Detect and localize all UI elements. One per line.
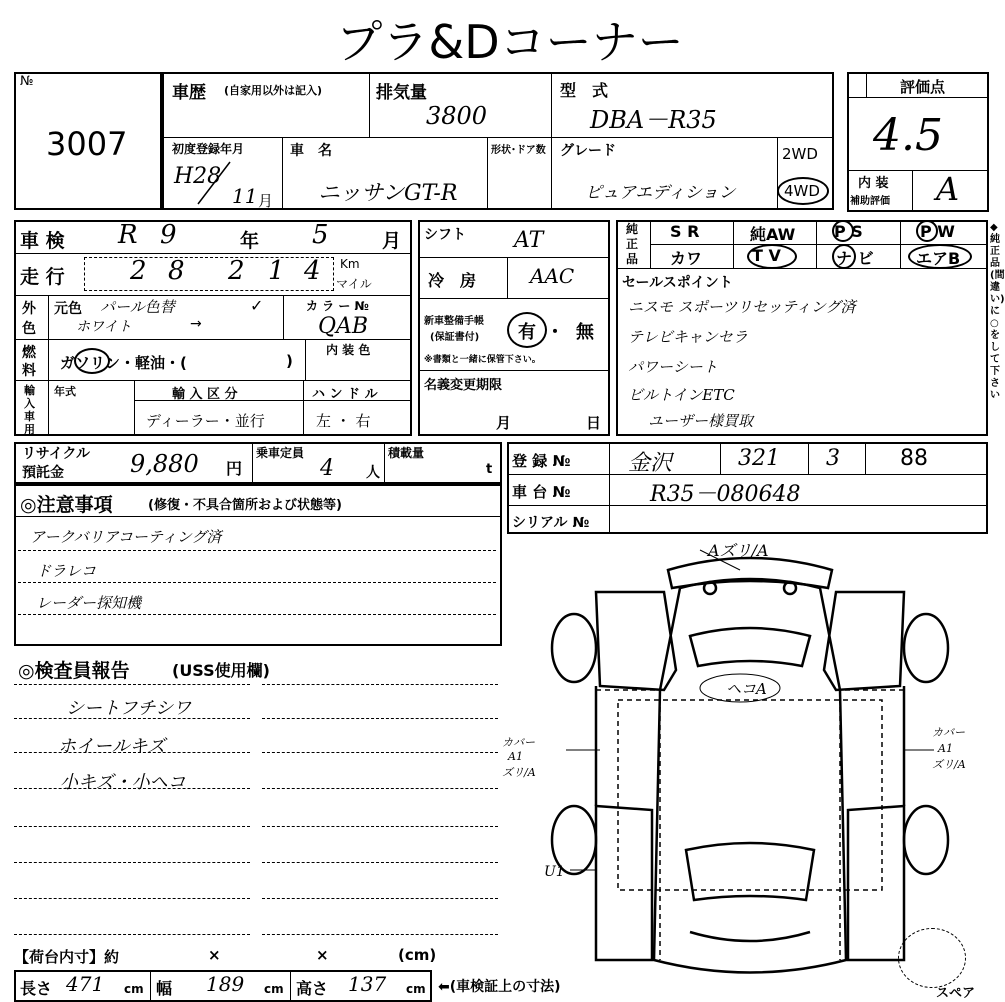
equip-circle-tv (747, 244, 797, 269)
registration-number: 88 (900, 446, 928, 471)
inspection-era: R (118, 220, 138, 250)
inspector-line-1: シートフチシワ (66, 698, 192, 719)
dim-length-value: 471 (66, 972, 105, 996)
import-year-label: 年式 (54, 385, 76, 398)
chassis-value: R35－080648 (650, 482, 801, 507)
sales-point-3: パワーシート (628, 358, 718, 376)
mileage-digit-5: 4 (304, 256, 321, 286)
dimensions-title: 【荷台内寸】約 (14, 948, 120, 966)
load-unit: t (486, 462, 493, 477)
dim-length-unit: cm (124, 982, 144, 996)
grade-value: ピュアエディション (585, 183, 736, 203)
diagram-label-left-3: ズリ/A (502, 766, 536, 779)
dim-width-value: 189 (206, 972, 245, 996)
fuel-label-1: 燃 (22, 345, 36, 361)
exterior-label-1: 外 (22, 301, 36, 317)
equip-header-2: 正 (626, 237, 639, 251)
inspector-label: ◎検査員報告 (18, 660, 130, 682)
exterior-label-2: 色 (22, 321, 36, 337)
color-no-value: QAB (318, 314, 369, 339)
dim-height-value: 137 (348, 972, 387, 996)
exterior-arrow: → (190, 316, 202, 332)
grade-label: グレード (560, 143, 616, 159)
name-change-month: 月 (496, 414, 512, 432)
drive-2wd: 2WD (782, 145, 818, 163)
equip-aw: 純AW (750, 225, 796, 244)
dimensions-unit: (cm) (398, 946, 437, 964)
sales-point-5: ユーザー様買取 (648, 412, 754, 430)
history-note: (自家用以外は記入) (224, 84, 323, 97)
maintenance-yes: 有 (518, 322, 536, 343)
import-label-2: 入 (24, 397, 35, 410)
chassis-label: 車 台 № (512, 483, 571, 501)
first-reg-year: H28 (174, 164, 222, 189)
first-reg-label: 初度登録年月 (172, 142, 245, 156)
interior-color-label: 内 装 色 (326, 343, 371, 357)
recycle-unit: 円 (226, 459, 243, 478)
note-line-3: レーダー探知機 (36, 594, 142, 612)
inspector-sub: (USS使用欄) (172, 661, 270, 680)
mileage-digit-1: 2 (130, 256, 147, 286)
mileage-digit-3: 2 (228, 256, 245, 286)
inspection-month-unit: 月 (382, 230, 402, 252)
capacity-label: 乗車定員 (256, 446, 305, 460)
drive-4wd: 4WD (784, 182, 820, 200)
maintenance-dot: ・ (546, 322, 564, 343)
inspection-year: 9 (160, 220, 177, 250)
car-damage-diagram (502, 540, 966, 1000)
inspection-month: 5 (312, 220, 329, 250)
lot-no-label: № (20, 74, 34, 89)
dim-width-unit: cm (264, 982, 284, 996)
spare-circle (898, 928, 966, 988)
interior-rating-label-2: 補助評価 (850, 196, 890, 207)
first-reg-month-unit: 月 (258, 192, 274, 210)
mileage-digit-4: 1 (268, 256, 285, 286)
name-change-day: 日 (586, 414, 602, 432)
equip-sr: S R (670, 222, 700, 241)
recycle-label-1: リサイクル (22, 446, 91, 462)
equip-circle-pw (916, 220, 938, 242)
dim-height-unit: cm (406, 982, 426, 996)
dimensions-x1: × (208, 946, 221, 964)
inspector-line-3: 小キズ・小ヘコ (60, 772, 186, 793)
recycle-label-2: 預託金 (22, 465, 64, 481)
shift-value: AT (514, 228, 544, 253)
handle-label: ハ ン ド ル (312, 387, 378, 402)
load-label: 積載量 (388, 446, 425, 460)
history-label: 車歴 (172, 83, 206, 103)
capacity-unit: 人 (366, 465, 380, 481)
dimensions-note: ⬅(車検証上の寸法) (438, 979, 561, 995)
fuel-selected-circle (74, 348, 110, 374)
name-change-label: 名義変更期限 (424, 378, 503, 393)
mileage-label: 走 行 (20, 266, 65, 288)
exterior-orig-value: パール色替 (100, 298, 175, 316)
exterior-now-value: ホワイト (76, 319, 132, 335)
fuel-close: ) (286, 352, 293, 370)
first-reg-month: 11 (232, 184, 258, 208)
shift-label: シフト (424, 227, 466, 243)
equip-header-3: 品 (626, 252, 639, 266)
fuel-label-2: 料 (22, 363, 36, 379)
registration-class: 321 (738, 446, 780, 471)
model-code-value: DBA－R35 (590, 106, 717, 134)
maintenance-label-1: 新車整備手帳 (424, 316, 484, 327)
equip-circle-ps (832, 220, 854, 242)
notes-label: ◎注意事項 (20, 494, 113, 516)
car-name-value: ニッサンGT-R (318, 181, 458, 206)
notes-sub: (修復・不具合箇所および状態等) (148, 498, 342, 513)
interior-rating-value: A (936, 170, 960, 208)
dimensions-x2: × (316, 946, 329, 964)
sales-point-2: テレビキャンセラ (628, 328, 748, 346)
recycle-value: 9,880 (130, 450, 199, 478)
equip-tv: T V (752, 246, 781, 265)
color-no-label: カ ラ ー № (306, 299, 369, 313)
equip-header-1: 純 (626, 222, 639, 236)
equip-circle-airbag (908, 244, 972, 269)
import-label-4: 用 (24, 423, 35, 436)
displacement-label: 排気量 (376, 83, 427, 103)
maintenance-label-2: (保証書付) (430, 332, 480, 343)
note-line-2: ドラレコ (36, 562, 97, 580)
dim-height-label: 高さ (296, 979, 329, 998)
ac-value: AAC (530, 264, 575, 288)
exterior-check-mark: ✓ (250, 296, 264, 315)
exterior-orig-label: 元色 (54, 301, 82, 317)
body-type-label: 形状･ドア数 (491, 145, 546, 156)
dim-width-label: 幅 (156, 979, 173, 998)
note-line-1: アークバリアコーティング済 (30, 528, 222, 546)
sales-point-4: ビルトインETC (628, 386, 735, 404)
equip-circle-navi (832, 244, 856, 269)
car-name-label: 車 名 (290, 143, 332, 159)
diagram-label-bottom-left: U1 (544, 864, 565, 880)
registration-label: 登 録 № (512, 452, 571, 470)
maintenance-no: 無 (576, 322, 594, 343)
diagram-label-top: Aズリ/A (708, 541, 769, 560)
displacement-value: 3800 (426, 102, 488, 130)
lot-number: 3007 (46, 125, 128, 163)
import-class-value: ディーラー・並行 (146, 412, 265, 430)
equip-leather: カワ (670, 249, 703, 268)
equip-navi: ナ ビ (836, 249, 874, 268)
diagram-label-right-3: ズリ/A (932, 758, 966, 771)
equip-pw: P W (920, 222, 955, 241)
sales-point-1: ニスモ スポーツリセッティング済 (628, 298, 856, 316)
handle-value: 左 ・ 右 (316, 412, 371, 430)
equip-airbag: エアB (916, 249, 961, 268)
maintenance-note: ※書類と一緒に保管下さい。 (424, 355, 541, 365)
ac-label: 冷 房 (428, 271, 477, 290)
diagram-label-left-2: A1 (508, 750, 523, 763)
dim-length-label: 長さ (20, 979, 53, 998)
inspection-year-unit: 年 (240, 230, 260, 252)
fuel-options: ガソリン・軽油・( (60, 354, 187, 372)
mileage-digit-2: 8 (168, 256, 185, 286)
model-code-label: 型 式 (560, 81, 609, 100)
mileage-unit-km: Km (340, 257, 360, 271)
import-class-label: 輸 入 区 分 (172, 387, 238, 402)
diagram-label-left-1: カバー (502, 736, 535, 749)
capacity-value: 4 (320, 456, 334, 481)
sales-points-label: セールスポイント (622, 275, 733, 291)
diagram-label-right-2: A1 (938, 742, 953, 755)
interior-rating-label-1: 内 装 (858, 176, 889, 191)
inspector-line-2: ホイールキズ (58, 736, 166, 757)
page-title: プラ&Dコーナー (336, 15, 684, 69)
serial-label: シリアル № (512, 515, 590, 531)
rating-label: 評価点 (900, 78, 946, 96)
diagram-label-hood: ヘコA (726, 680, 767, 698)
inspection-label: 車 検 (20, 230, 65, 252)
equip-ps: P S (834, 222, 863, 241)
rating-score: 4.5 (873, 110, 943, 161)
side-note: ◆純正品(間違い)に○をして下さい (990, 222, 1005, 401)
spare-label: スペア (936, 986, 976, 1001)
mileage-digits-frame (84, 257, 334, 291)
registration-region: 金沢 (628, 451, 673, 476)
diagram-label-right-1: カバー (932, 726, 965, 739)
registration-kana: 3 (826, 446, 840, 471)
import-label-3: 車 (24, 410, 35, 423)
mileage-unit-mile: マイル (336, 277, 372, 291)
import-label-1: 輸 (24, 384, 35, 397)
